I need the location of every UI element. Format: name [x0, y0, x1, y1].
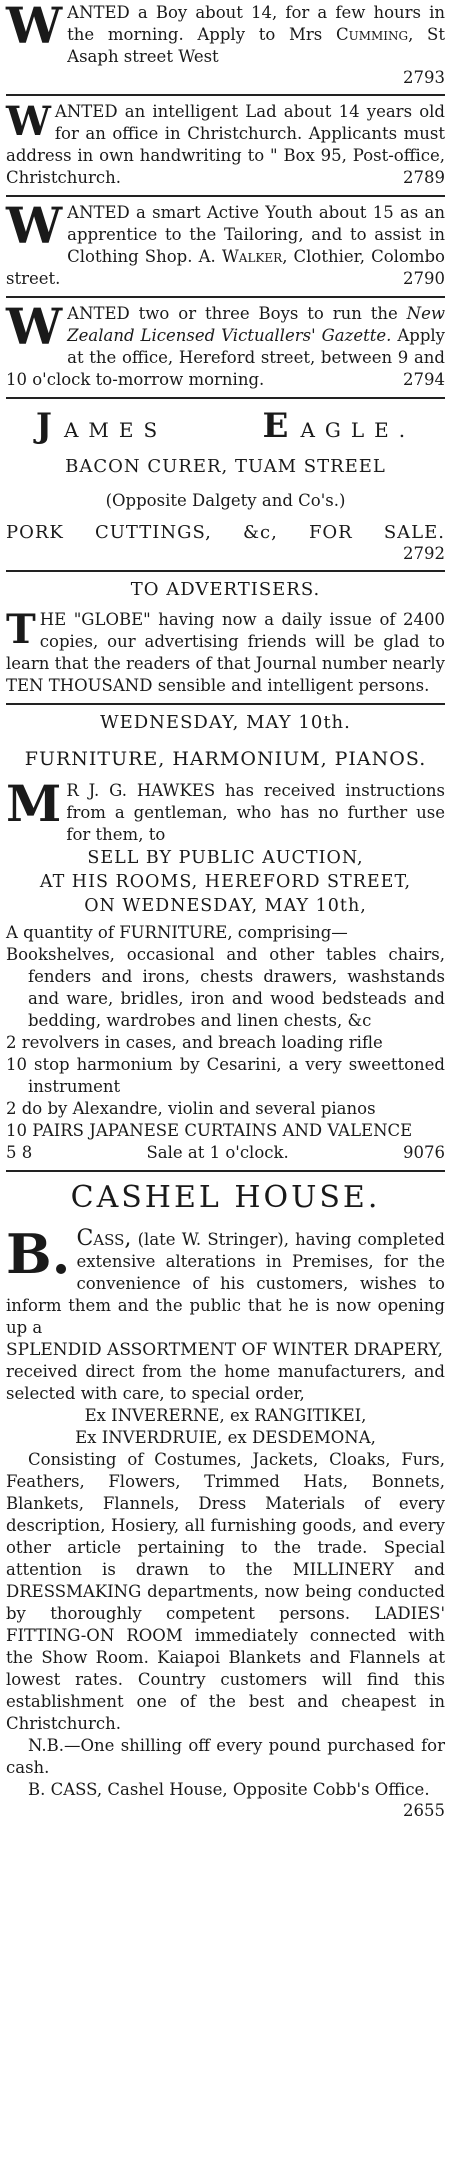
auction-quantity: A quantity of FURNITURE, comprising—: [6, 923, 348, 942]
ad-text: HE "GLOBE" having now a daily issue of 2400 copies, our advertising friends will be glad to learn that the readers of that Journal number nearly TEN THOUSAND sensible and intelligent persons.: [6, 610, 445, 695]
title-agle: AGLE.: [300, 418, 416, 442]
drop-cap: W: [6, 0, 63, 55]
sell-line-2: AT HIS ROOMS, HEREFORD STREET,: [39, 872, 412, 892]
ad-james-eagle: [6, 404, 445, 564]
auction-intro: [6, 774, 445, 846]
ad-wanted-boys: [6, 297, 445, 391]
cashel-body: Consisting of Costumes, Jackets, Cloaks, Furs, Feathers, Flowers, Trimmed Hats, Bonnets, Blankets, Flannels, Dress Materials of every description, Hosiery, all furnishing goods, and every other article pertaining to the trade. Special attention is drawn to the MILLINERY and DRESSMAKING departments, now being conducted by thoroughly competent persons. LADIES' FITTING-ON ROOM immediately connected with the Show Room. Kaiapoi Blankets and Flannels at lowest rates. Country customers will find this establishment one of the best and cheapest in Christchurch.: [6, 1450, 445, 1733]
drop-cap: W: [6, 297, 63, 356]
advertiser-name: Walker: [221, 247, 283, 266]
divider: [6, 397, 445, 399]
auction-item: Bookshelves, occasional and other tables chairs, fenders and irons, chests drawers, washstands and ware, bridles, iron and wood bedsteads and bedding, wardrobes and linen chests, &c: [6, 945, 445, 1030]
divider: [6, 570, 445, 572]
eagle-line-2: (Opposite Dalgety and Co's.): [105, 491, 346, 510]
ad-to-advertisers: [6, 577, 445, 697]
drop-cap: B.: [6, 1222, 71, 1286]
ex-line-1: Ex INVERERNE, ex RANGITIKEI,: [84, 1406, 367, 1425]
sell-line-3: ON WEDNESDAY, MAY 10th,: [84, 896, 367, 916]
title-initial-j: J: [35, 406, 64, 446]
advertiser-name: Cumming: [335, 25, 409, 44]
publication-name: New Zealand Licensed Victuallers' Gazette.: [67, 304, 445, 345]
cashel-intro: [6, 1222, 445, 1339]
drop-cap: W: [6, 98, 51, 145]
ad-wanted-boy: [6, 2, 445, 88]
ad-body: [6, 297, 445, 391]
drop-cap: W: [6, 196, 63, 255]
auction-sale-time: Sale at 1 o'clock.: [146, 1143, 289, 1162]
ad-wanted-youth: [6, 196, 445, 290]
ad-text: ANTED a Boy about 14, for a few hours in the morning. Apply to Mrs: [67, 3, 445, 44]
auction-item: 2 revolvers in cases, and breach loading rifle: [6, 1033, 383, 1052]
sell-line-1: SELL BY PUBLIC AUCTION,: [87, 848, 364, 868]
divider: [6, 296, 445, 298]
ad-text-2: Apply at the office, Hereford street, between 9 and 10 o'clock to-morrow morning.: [6, 326, 445, 389]
advertisers-heading: TO ADVERTISERS.: [130, 579, 321, 600]
ad-auction: [6, 710, 445, 1164]
received-line: received direct from the home manufacturers, and selected with care, to special order,: [6, 1362, 445, 1403]
ad-text-2: , Clothier, Colombo street.: [6, 247, 445, 288]
eagle-line-1: BACON CURER, TUAM STREEL: [65, 456, 386, 477]
ad-number: 2792: [403, 544, 445, 563]
title-initial-e: E: [262, 406, 301, 446]
ad-cashel-house: [6, 1178, 445, 1821]
cashel-heading: CASHEL HOUSE.: [70, 1180, 381, 1215]
eagle-pork: PORK: [6, 522, 64, 543]
drop-cap: M: [6, 774, 62, 833]
eagle-for: FOR: [308, 522, 353, 543]
ad-number: 2790: [403, 269, 445, 288]
divider: [6, 1170, 445, 1172]
drop-cap: T: [6, 606, 36, 653]
ex-line-2: Ex INVERDRUIE, ex DESDEMONA,: [75, 1428, 376, 1447]
auction-heading: FURNITURE, HARMONIUM, PIANOS.: [24, 748, 427, 770]
cashel-nb: N.B.—One shilling off every pound purchased for cash.: [6, 1736, 445, 1777]
ad-text: ANTED a smart Active Youth about 15 as an apprentice to the Tailoring, and to assist in Clothing Shop. A.: [67, 203, 445, 266]
ad-body: [6, 196, 445, 290]
ad-text: R J. G. HAWKES has received instructions from a gentleman, who has no further use for them, to: [66, 781, 445, 844]
ad-text: ANTED an intelligent Lad about 14 years old for an office in Christchurch. Applicants must address in own handwriting to " Box 95, Post-office, Christchurch.: [6, 102, 445, 187]
newspaper-column: [6, 0, 445, 1821]
ad-number: 2794: [403, 370, 445, 389]
ad-text-2: , St Asaph street West: [67, 25, 445, 66]
eagle-etc: &c,: [243, 522, 278, 543]
auction-item: 10 PAIRS JAPANESE CURTAINS AND VALENCE: [6, 1121, 413, 1140]
ad-number: 2655: [403, 1801, 445, 1820]
cashel-intro-text: (late W. Stringer), having completed extensive alterations in Premises, for the convenience of his customers, wishes to inform them and the public that he is now opening up a: [6, 1230, 445, 1337]
splendid-line: SPLENDID ASSORTMENT OF WINTER DRAPERY,: [6, 1340, 443, 1360]
divider: [6, 703, 445, 705]
eagle-title: [6, 404, 445, 452]
eagle-cuttings: CUTTINGS,: [94, 522, 212, 543]
cashel-sign: B. CASS, Cashel House, Opposite Cobb's Office.: [28, 1780, 430, 1799]
ad-number: 2793: [403, 68, 445, 87]
auction-date: WEDNESDAY, MAY 10th.: [100, 712, 351, 733]
ad-body: [6, 98, 445, 189]
eagle-line-3: [6, 522, 445, 544]
ad-text: ANTED two or three Boys to run the: [67, 304, 398, 323]
ad-wanted-lad: [6, 98, 445, 189]
ad-number: 9076: [402, 1143, 445, 1162]
auction-foot-left: 5 8: [6, 1143, 33, 1162]
title-ames: AMES: [63, 418, 168, 442]
ad-body: [6, 2, 445, 68]
ad-number: 2789: [403, 168, 445, 187]
cass-name: Cass,: [76, 1226, 132, 1251]
auction-item: 2 do by Alexandre, violin and several pianos: [6, 1099, 376, 1118]
divider: [6, 94, 445, 96]
eagle-sale: SALE.: [383, 522, 445, 543]
ad-body: [6, 606, 445, 697]
auction-footer: [6, 1142, 445, 1164]
auction-item: 10 stop harmonium by Cesarini, a very sweettoned instrument: [6, 1055, 445, 1096]
divider: [6, 195, 445, 197]
